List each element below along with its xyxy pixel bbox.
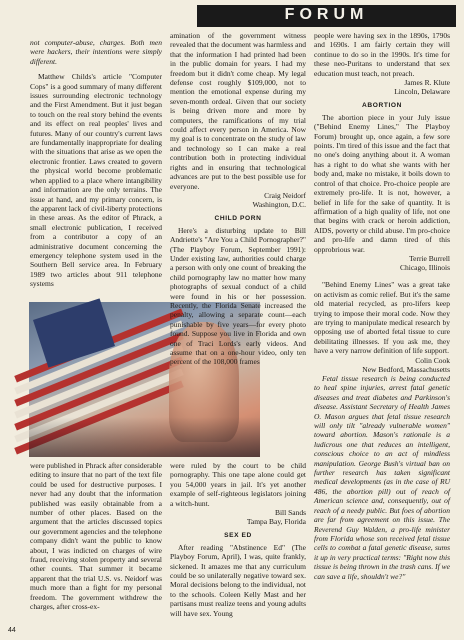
col2-continued: [170, 461, 306, 618]
col2-letter-sands: Here's a disturbing update to Bill Andriette's "Are You a Child Pornographer?" (The Playboy Forum, September 1991): Under existing law, authorities could charge a person with only one count of breaking the child pornography law no matter how many photographs of sexual conduct of a child were found in his or her possession. Recently, the Florida Senate increased the penalty, allowing a separate count—each punishable by five years—for every photo found. Suppose you live in Florida and own one of Traci Lords's early videos. And assume that on a one-hour video, only ten percent of the 108,000 frames: [170, 225, 306, 367]
col2-letter-sex-ed: After reading "Abstinence Ed" (The Playboy Forum, April), I was, quite frankly, sickened. It amazes me that any curriculum could be so unilaterally negative toward sex. Moral decisions belong to the individual, not to the schools. Coleen Kelly Mast and her partisans must realize teens and young adults will have sex. Young: [170, 542, 306, 618]
column-1: [30, 38, 162, 289]
column-2: [170, 31, 306, 367]
col1-continued: [30, 461, 162, 612]
col2-letter-neidorf-part3: amination of the government witness revealed that the document was harmless and that the information I had printed had been in the public domain for years. I had my freedom but it didn't come cheap. My legal defense cost roughly $109,000, not to mention the emotional expense during my seven-month ordeal. Given that our society is being driven more and more by computers, the ramifications of my trial could affect every person in America. Now my goal is to concentrate on the study of law and technology so I can make a real contribution both in protecting individual rights and in ensuring that technological advances are put to the best possible use for everyone.: [170, 31, 306, 191]
masthead-bar: [197, 5, 456, 27]
col1-letter-neidorf-part2: were published in Phrack after considerable editing to insure that no part of the text file could be used for destructive purposes. I never had any doubt that the information published was easily obtainable from a number of other places. Based on the argument that the articles discussed topics our government agencies and the telephone company didn't want the public to know about, I was indicted on charges of wire fraud, receiving stolen property and several other counts. That summer it became apparent that the trial U.S. vs. Neidorf was much more than a fight for my personal freedom. The government withdrew the charges, after cross-ex-: [30, 461, 162, 612]
section-heading-child-porn: CHILD PORN: [214, 215, 262, 223]
signature-name: Terrie Burrell: [409, 253, 450, 263]
signature-place: Tampa Bay, Florida: [246, 517, 306, 527]
section-heading-abortion: ABORTION: [362, 102, 402, 110]
col1-letter-neidorf-part1: Matthew Childs's article "Computer Cops" is a good summary of many different issues surrounding electronic technology and the First Amendment. But it just began to touch on the real story behind the events and its effect on real peoples' lives and futures. Many of our country's current laws are fundamentally inappropriate for dealing with the situations that arise as we open the electronic frontier. Laws created to govern the physical world become problematic when applied to a place where intangibility and information are the only terrains. The issue at hand, and my primary concern, is the apparent lack of civil-liberty protections in these areas. As the editor of Phrack, a small electronic publication, I received from a contributor a copy of an administrative document concerning the emergency telephone system used in the Southern Bell service area. In February 1989 two articles about 911 telephone systems: [30, 72, 162, 289]
signature-name: Colin Cook: [415, 355, 450, 365]
signature-name: Bill Sands: [274, 508, 306, 518]
col3-letter-burrell: The abortion piece in your July issue ("Behind Enemy Lines," The Playboy Forum) brought up, once again, a few sore points. I'm tired of this issue and the fact that no one's doing anything about it. A woman has a right to do what she wants with her body and, make no mistake, it boils down to control of that choice. Pro-choice people are extremely pro-life. It is not, however, a belief in life for the sake of quantity. It is affirmation of a high quality of life, not one that begins with crack or heroin addiction, AIDS, poverty or child abuse. I'm pro-choice and pro-life and damn tired of this opprobrious war.: [314, 112, 450, 254]
col3-letter-cook: "Behind Enemy Lines" was a great take on activism as comic relief. But it's the same old material recycled, as pro-lifers keep trying to impose their moral code. Now they are trying to manipulate medical research by opposing use of aborted fetal tissue to cure debilitating illnesses. If you ask me, they have a very narrow definition of life support.: [314, 280, 450, 356]
column-3: [314, 31, 450, 581]
masthead-title: FORUM: [284, 6, 369, 23]
col1-intro: not computer-abuse, charges. Both men were hackers, their intentions were simply different.: [30, 38, 162, 66]
col3-editor-response: Fetal tissue research is being conducted to heal spine injuries, arrest fatal genetic diseases and treat diabetes and Parkinson's disease. Assistant Secretary of Health James O. Mason argues that fetal tissue research will only tilt "already vulnerable women" toward abortion. Mason's rationale is a ludicrous one that reduces an intelligent, conscious choice to an act of mindless manipulation. George Bush's virtual ban on further research has taken significant medical developments (as in the case of RU 486, the abortion pill) out of reach of American science and, consequently, out of reach of a needy public. But foes of abortion are far from agreement on this issue. The Reverend Guy Walden, a pro-life minister from Florida whose son received fetal tissue cells to combat a fatal genetic disease, sums it up in very practical terms: "Right now this tissue is being thrown in the trash cans. If we can save a life, shouldn't we?": [314, 374, 450, 581]
signature-place: Chicago, Illinois: [400, 263, 450, 273]
signature-place: New Bedford, Massachusetts: [362, 364, 450, 374]
signature-name: James R. Klute: [404, 78, 450, 88]
section-heading-sex-ed: SEX ED: [224, 532, 252, 540]
col3-letter-klute: people were having sex in the 1890s, 1790s and 1690s. I am fairly certain they will continue to do so in the 1990s. It's time for these neo-Puritans to understand that sex education must teach, not preach.: [314, 31, 450, 78]
signature-name: Craig Neidorf: [264, 190, 306, 200]
page-number: 44: [8, 627, 16, 634]
signature-place: Lincoln, Delaware: [394, 87, 450, 97]
signature-place: Washington, D.C.: [252, 200, 306, 210]
col2-letter-sands-part2: were ruled by the court to be child pornography. This one tape alone could get you 54,000 years in jail. It's yet another example of self-righteous legislators joining a witch-hunt.: [170, 461, 306, 508]
